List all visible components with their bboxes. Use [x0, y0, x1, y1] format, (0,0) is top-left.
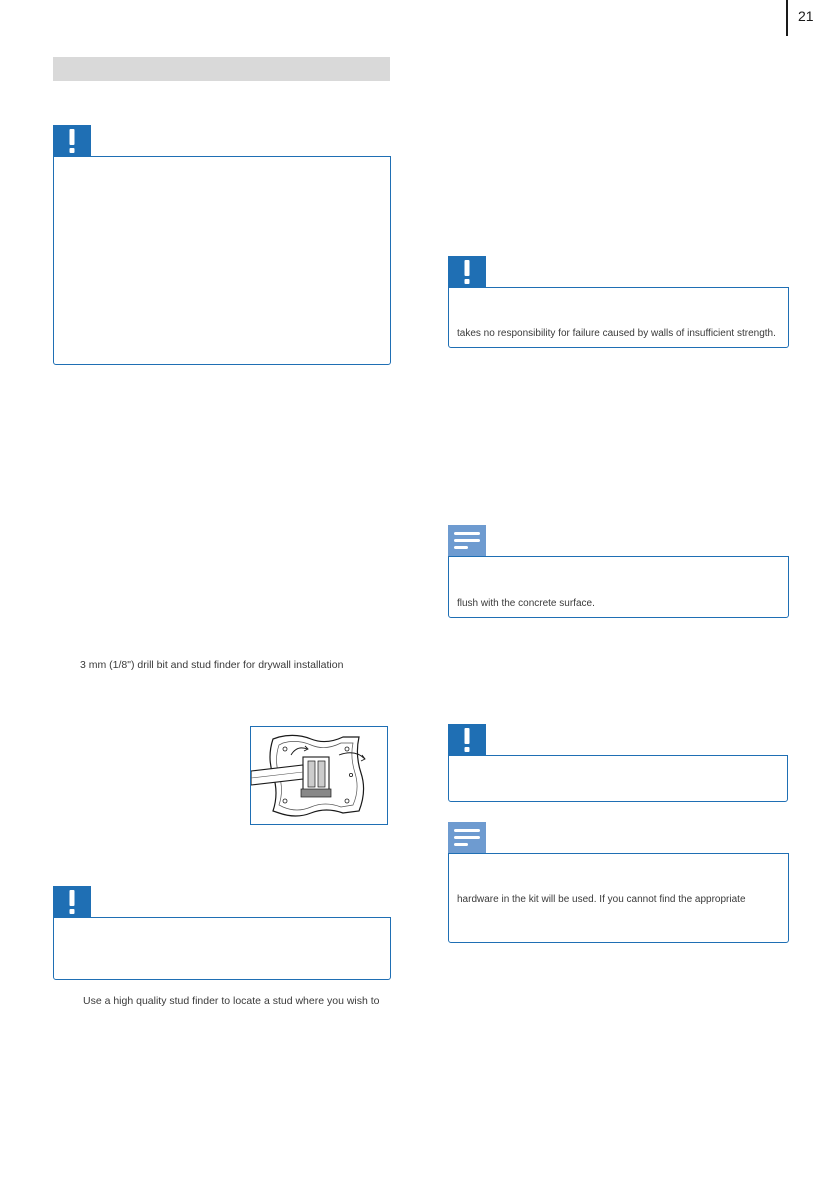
note-text: hardware in the kit will be used. If you cannot find the appropriate	[457, 894, 746, 905]
note-box	[448, 556, 789, 618]
note-tab	[448, 822, 486, 854]
section-heading-bar	[53, 57, 390, 81]
exclamation-icon	[462, 728, 472, 752]
note-text: flush with the concrete surface.	[457, 598, 595, 609]
caution-tab	[53, 125, 91, 157]
caution-callout-wall-strength	[448, 256, 789, 348]
note-callout-hardware	[448, 822, 789, 943]
note-callout-concrete	[448, 525, 789, 618]
note-lines-icon	[454, 828, 480, 848]
caution-text: takes no responsibility for failure caused by walls of insufficient strength.	[457, 328, 776, 339]
wall-mount-bracket-figure	[250, 726, 388, 825]
note-lines-icon	[454, 531, 480, 551]
exclamation-icon	[67, 890, 77, 914]
caution-box	[53, 917, 391, 980]
page-edge-rule	[786, 0, 788, 36]
page-number: 21	[798, 8, 814, 24]
caution-tab	[448, 724, 486, 756]
note-tab	[448, 525, 486, 557]
caution-callout-stud	[53, 886, 391, 980]
caution-tab	[448, 256, 486, 288]
exclamation-icon	[67, 129, 77, 153]
exclamation-icon	[462, 260, 472, 284]
caution-tab	[53, 886, 91, 918]
caution-callout-small	[448, 724, 788, 802]
caution-callout-general	[53, 125, 391, 365]
stud-finder-text: Use a high quality stud finder to locate a stud where you wish to	[83, 995, 380, 1007]
wall-mount-bracket-illustration	[251, 727, 387, 824]
drill-bit-text: 3 mm (1/8") drill bit and stud finder for drywall installation	[80, 659, 344, 671]
caution-box	[53, 156, 391, 365]
note-box	[448, 853, 789, 943]
caution-box	[448, 755, 788, 802]
caution-box	[448, 287, 789, 348]
